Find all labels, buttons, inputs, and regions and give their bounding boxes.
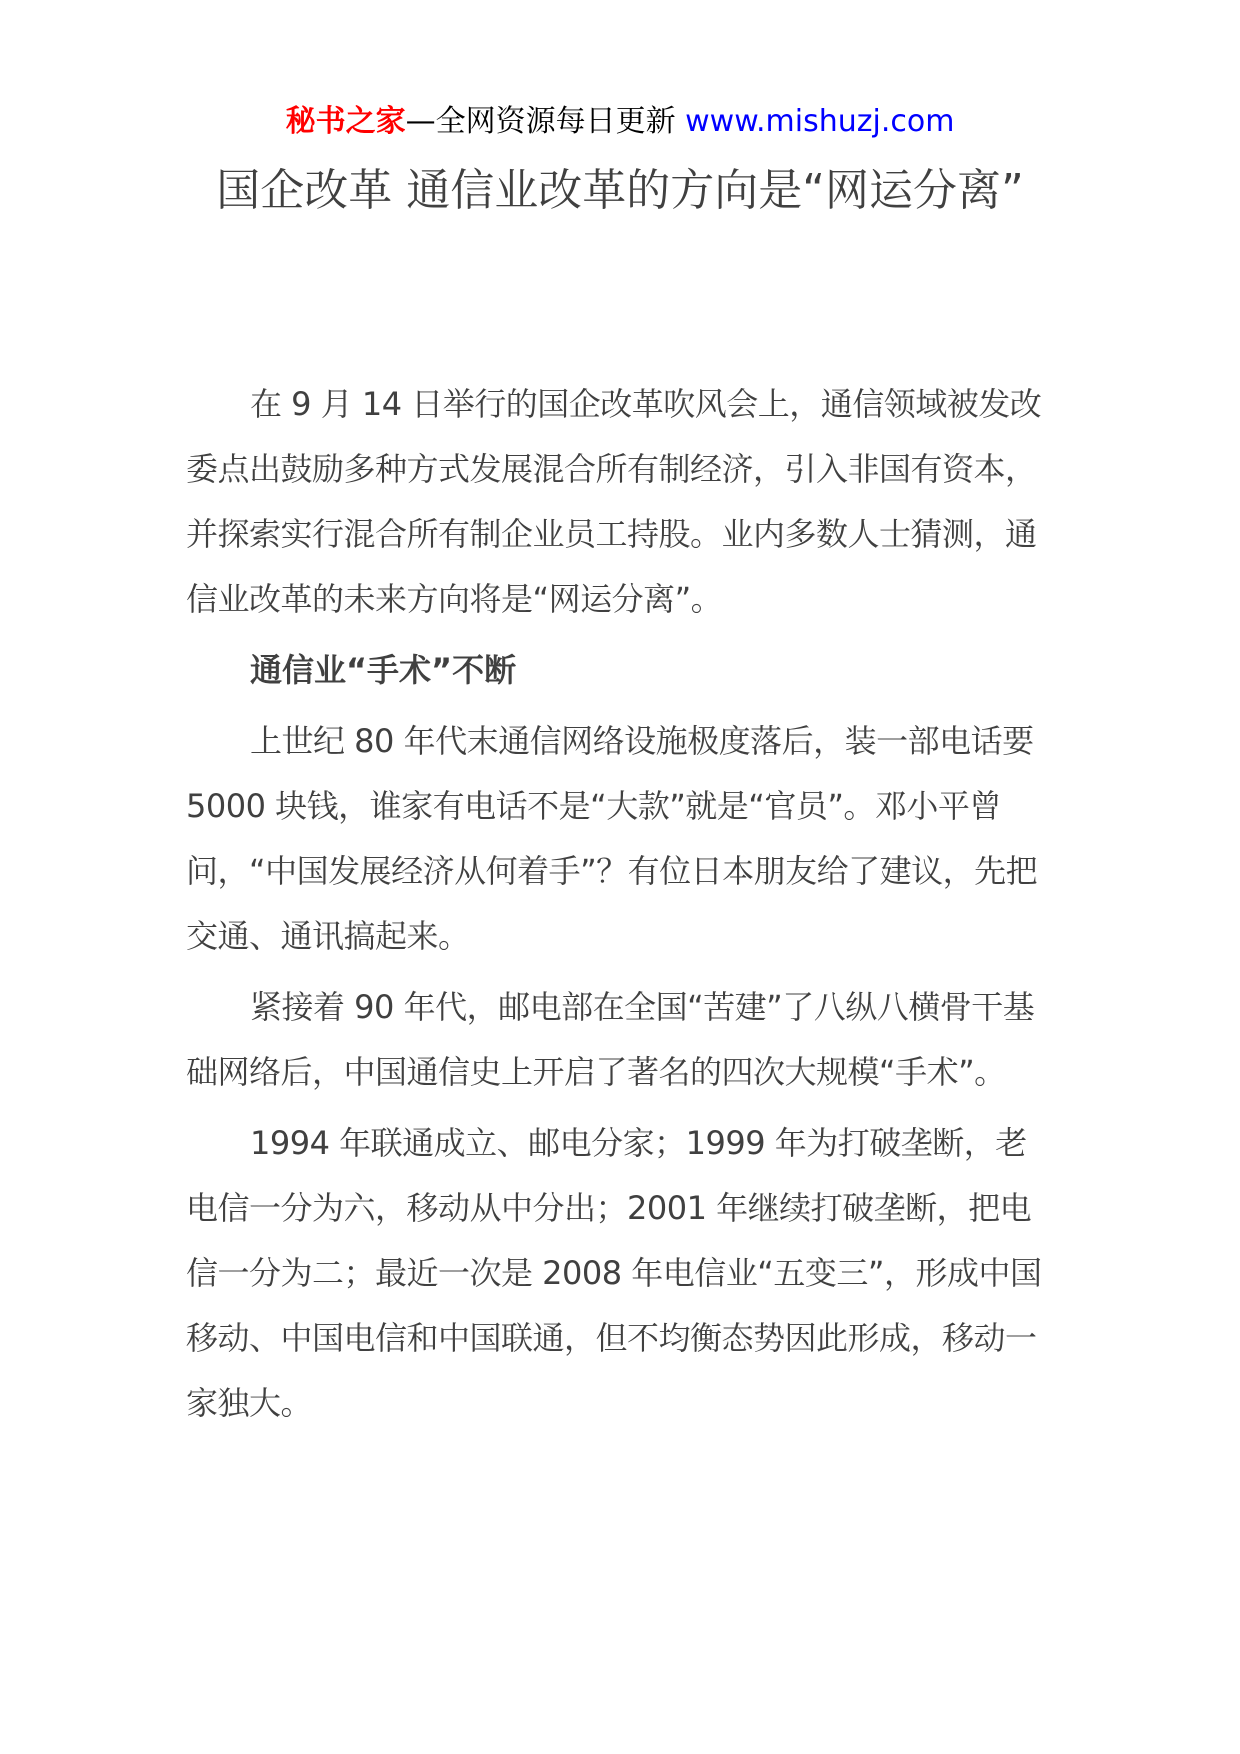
paragraph-history: 上世纪 80 年代末通信网络设施极度落后，装一部电话要 5000 块钱，谁家有电话不是“大款”就是“官员”。邓小平曾问，“中国发展经济从何着手”？有位日本朋友给了建议，先把交通、通讯搞起来。 xyxy=(186,722,1038,955)
section-heading: 通信业“手术”不断 xyxy=(250,651,517,689)
paragraph-restructuring: 1994 年联通成立、邮电分家；1999 年为打破垄断，老电信一分为六，移动从中分出；2001 年继续打破垄断，把电信一分为二；最近一次是 2008 年电信业“五变三”，形成中国移动、中国电信和中国联通，但不均衡态势因此形成，移动一家独大。 xyxy=(186,1124,1042,1422)
site-header xyxy=(0,100,1240,144)
site-slogan: —全网资源每日更新 xyxy=(405,104,686,139)
site-brand: 秘书之家 xyxy=(285,104,406,139)
article-body xyxy=(186,372,1056,1442)
paragraph-intro: 在 9 月 14 日举行的国企改革吹风会上，通信领域被发改委点出鼓励多种方式发展混合所有制经济，引入非国有资本，并探索实行混合所有制企业员工持股。业内多数人士猜测，通信业改革的未来方向将是“网运分离”。 xyxy=(186,385,1042,618)
paragraph-nineties: 紧接着 90 年代，邮电部在全国“苦建”了八纵八横骨干基础网络后，中国通信史上开启了著名的四次大规模“手术”。 xyxy=(186,988,1035,1091)
article-title: 国企改革 通信业改革的方向是“网运分离” xyxy=(216,165,1024,216)
site-url-link[interactable]: www.mishuzj.com xyxy=(685,104,955,139)
